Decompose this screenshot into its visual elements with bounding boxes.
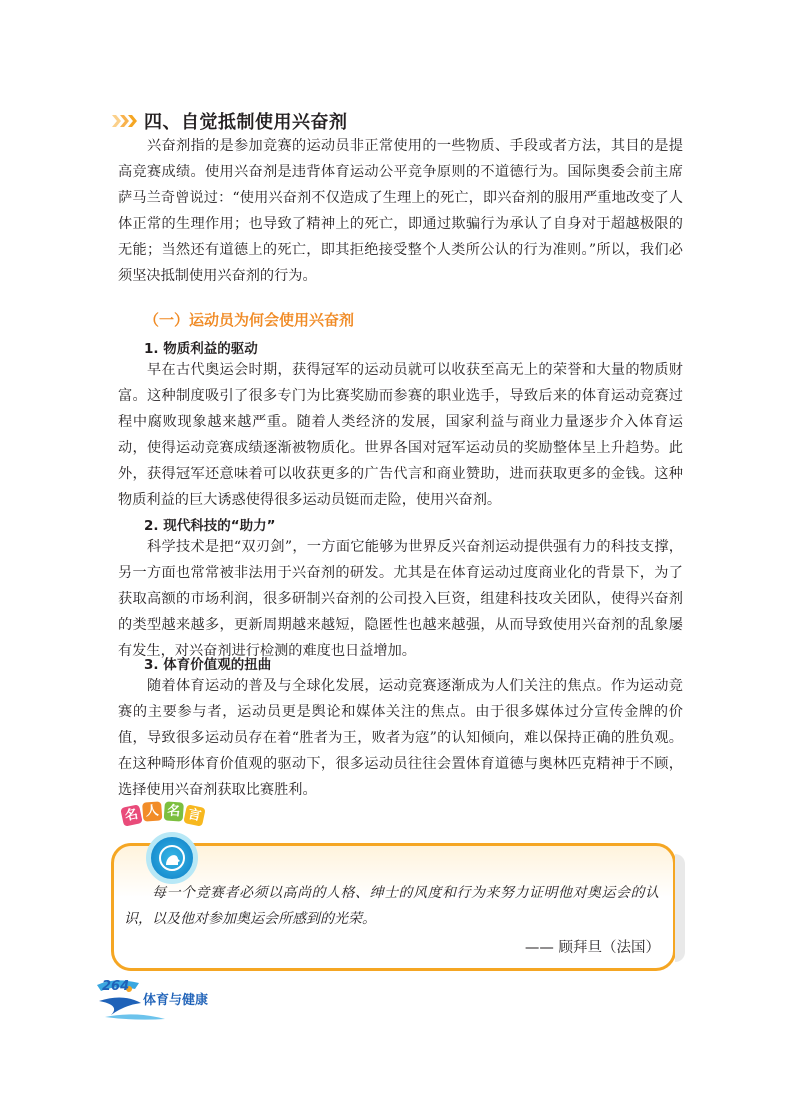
section-heading <box>112 106 348 136</box>
page-number: 264 <box>102 979 130 994</box>
section-title: 四、自觉抵制使用兴奋剂 <box>144 112 348 133</box>
quote-author: —— 顾拜旦（法国） <box>524 940 660 956</box>
chevron-right-icon <box>112 115 136 127</box>
speaker-head-icon <box>146 832 198 884</box>
section-intro: 兴奋剂指的是参加竞赛的运动员非正常使用的一些物质、手段或者方法，其目的是提高竞赛成绩。使用兴奋剂是违背体育运动公平竞争原则的不道德行为。国际奥委会前主席萨马兰奇曾说过：“使用兴奋剂不仅造成了生理上的死亡，即兴奋剂的服用严重地改变了人体正常的生理作用；也导致了精神上的死亡，即通过欺骗行为承认了自身对于超越极限的无能；当然还有道德上的死亡，即其拒绝接受整个人类所公认的行为准则。”所以，我们必须坚决抵制使用兴奋剂的行为。 <box>118 138 683 284</box>
book-title: 体育与健康 <box>143 993 209 1008</box>
item-heading: 2. 现代科技的“助力” <box>144 518 276 534</box>
badge-char: 名 <box>164 801 184 821</box>
item-heading: 3. 体育价值观的扭曲 <box>144 657 272 673</box>
quote-badge-label <box>122 803 204 825</box>
item-text: 早在古代奥运会时期，获得冠军的运动员就可以收获至高无上的荣誉和大量的物质财富。这种制度吸引了很多专门为比赛奖励而参赛的职业选手，导致后来的体育运动竞赛过程中腐败现象越来越严重。随着人类经济的发展，国家利益与商业力量逐步介入体育运动，使得运动竞赛成绩逐渐被物质化。世界各国对冠军运动员的奖励整体呈上升趋势。此外，获得冠军还意味着可以收获更多的广告代言和商业赞助，进而获取更多的金钱。这种物质利益的巨大诱惑使得很多运动员铤而走险，使用兴奋剂。 <box>118 362 683 508</box>
item-heading: 1. 物质利益的驱动 <box>144 341 258 357</box>
badge-char: 言 <box>183 804 206 827</box>
item-text: 科学技术是把“双刃剑”，一方面它能够为世界反兴奋剂运动提供强有力的科技支撑，另一方面也常常被非法用于兴奋剂的研发。尤其是在体育运动过度商业化的背景下，为了获取高额的市场利润，很多研制兴奋剂的公司投入巨资，组建科技攻关团队，使得兴奋剂的类型越来越多，更新周期越来越短，隐匿性也越来越强，从而导致使用兴奋剂的乱象屡有发生，对兴奋剂进行检测的难度也日益增加。 <box>118 539 683 659</box>
badge-char: 人 <box>142 801 162 821</box>
page-footer <box>95 975 275 1023</box>
item-text: 随着体育运动的普及与全球化发展，运动竞赛逐渐成为人们关注的焦点。作为运动竞赛的主要参与者，运动员更是舆论和媒体关注的焦点。由于很多媒体过分宣传金牌的价值，导致很多运动员存在着“胜者为王，败者为寇”的认知倾向，难以保持正确的胜负观。在这种畸形体育价值观的驱动下，很多运动员往往会置体育道德与奥林匹克精神于不顾，选择使用兴奋剂获取比赛胜利。 <box>118 678 683 798</box>
badge-char: 名 <box>120 804 143 827</box>
subsection-title: （一）运动员为何会使用兴奋剂 <box>144 311 355 329</box>
quote-text: 每一个竞赛者必须以高尚的人格、绅士的风度和行为来努力证明他对奥运会的认识，以及他对参加奥运会所感到的光荣。 <box>124 885 659 927</box>
